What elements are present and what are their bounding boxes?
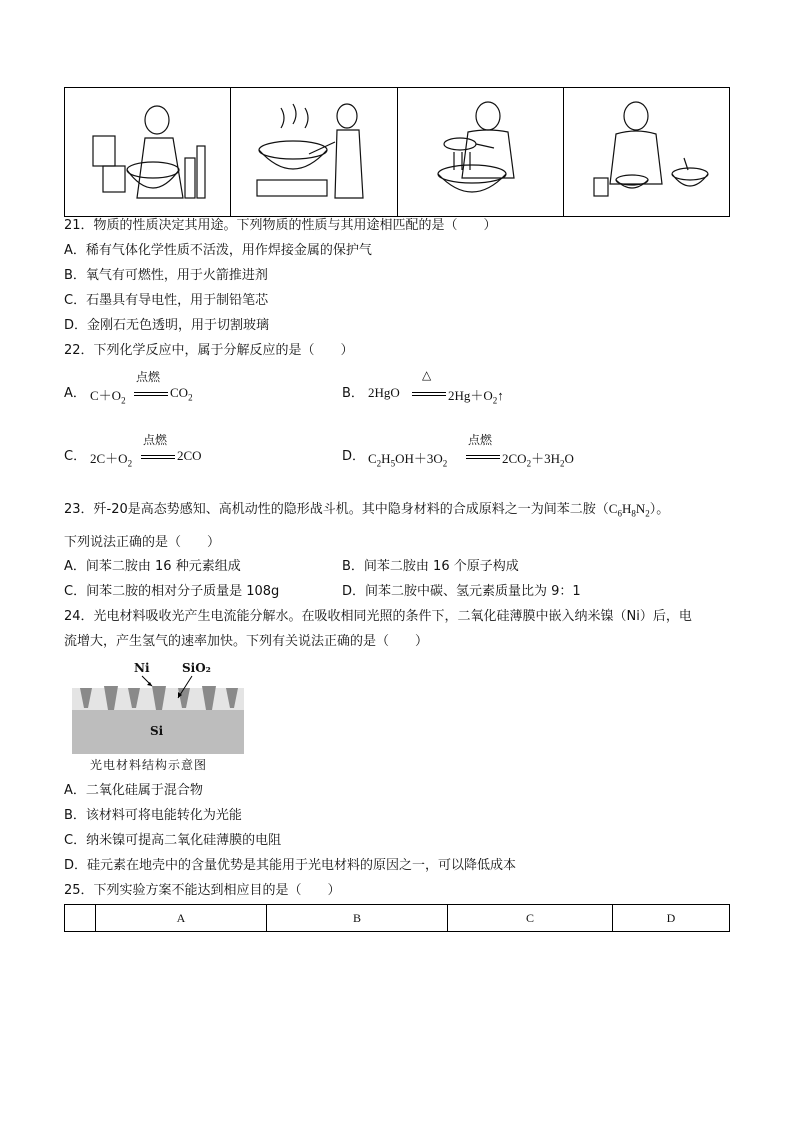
q22-equation-c: $2C+O_2$ <box>90 451 133 469</box>
label-ni: Ni <box>134 661 150 675</box>
q22-equals-c <box>141 455 175 459</box>
illustration-cell-2 <box>231 88 397 217</box>
q22-equals-a <box>134 392 168 396</box>
cook-preparing-bowl-image <box>564 88 729 212</box>
q23-option-c: C．间苯二胺的相对分子质量是 108g <box>64 584 280 599</box>
q22-product-b: $2Hg+O_2↑$ <box>448 388 504 406</box>
q24-option-a: A．二氧化硅属于混合物 <box>64 783 203 798</box>
q25-stem: 25．下列实验方案不能达到相应目的是（ ） <box>64 883 341 898</box>
structure-diagram-svg <box>70 658 246 758</box>
illustration-cell-4 <box>563 88 729 217</box>
q22-product-d: $2CO_2+3H_2O$ <box>502 451 574 469</box>
q24-stem-line1: 24．光电材料吸收光产生电流能分解水。在吸收相同光照的条件下，二氧化硅薄膜中嵌入纳米镍（Ni）后，电 <box>64 609 692 624</box>
q23-stem: 23．歼-20是高态势感知、高机动性的隐形战斗机。其中隐身材料的合成原料之一为间苯二胺$(C_6H_8N_2)$。 <box>64 501 670 519</box>
q21-stem: 21．物质的性质决定其用途。下列物质的性质与其用途相匹配的是（ ） <box>64 218 497 233</box>
q22-option-b-label: B． <box>342 386 364 401</box>
q22-product-a: $CO_2$ <box>170 385 193 403</box>
q22-condition-a: 点燃 <box>136 370 161 384</box>
q25-header-d: D <box>613 905 730 932</box>
q22-equals-d <box>466 455 500 459</box>
label-sio2: SiO₂ <box>182 661 211 675</box>
illustration-cell-3 <box>397 88 563 217</box>
q23-option-a: A．间苯二胺由 16 种元素组成 <box>64 559 241 574</box>
q24-option-b: B．该材料可将电能转化为光能 <box>64 808 242 823</box>
diagram-caption: 光电材料结构示意图 <box>90 758 208 772</box>
q21-option-b: B．氧气有可燃性，用于火箭推进剂 <box>64 268 268 283</box>
photoelectric-structure-diagram <box>70 658 246 758</box>
q23-stem-text: 23．歼-20是高态势感知、高机动性的隐形战斗机。其中隐身材料的合成原料之一为间苯二胺（ <box>64 502 609 517</box>
q24-option-d: D．硅元素在地壳中的含量优势是其能用于光电材料的原因之一，可以降低成本 <box>64 858 517 873</box>
cook-straining-noodles-image <box>398 88 563 212</box>
illustration-cell-1 <box>65 88 231 217</box>
illustration-table <box>64 87 730 217</box>
q25-options-table <box>64 904 730 932</box>
q22-condition-c: 点燃 <box>143 433 168 447</box>
q22-equation-a: $C+O_2$ <box>90 388 126 406</box>
q22-option-c-label: C． <box>64 449 87 464</box>
q23-option-d: D．间苯二胺中碳、氢元素质量比为 9：1 <box>342 584 581 599</box>
q23-stem2: 下列说法正确的是（ ） <box>64 535 221 550</box>
q22-option-d-label: D． <box>342 449 366 464</box>
q22-product-c: 2CO <box>177 448 202 463</box>
q25-header-b: B <box>267 905 448 932</box>
q24-option-c: C．纳米镍可提高二氧化硅薄膜的电阻 <box>64 833 282 848</box>
q21-option-d: D．金刚石无色透明，用于切割玻璃 <box>64 318 270 333</box>
cook-stirring-pot-image <box>231 88 396 212</box>
q22-condition-d: 点燃 <box>468 433 493 447</box>
q22-condition-b: △ <box>422 368 432 382</box>
label-si: Si <box>150 724 164 738</box>
q22-equation-d: $C_2H_5OH+3O_2$ <box>368 451 448 469</box>
q22-equation-b: 2HgO <box>368 385 400 400</box>
q25-header-c: C <box>448 905 613 932</box>
q25-header-blank <box>65 905 96 932</box>
q22-option-a-label: A． <box>64 386 86 401</box>
q21-option-c: C．石墨具有导电性，用于制铅笔芯 <box>64 293 269 308</box>
q22-equals-b <box>412 392 446 396</box>
q24-stem-line2: 流增大，产生氢气的速率加快。下列有关说法正确的是（ ） <box>64 634 429 649</box>
q23-option-b: B．间苯二胺由 16 个原子构成 <box>342 559 519 574</box>
q23-formula: $C_6H_8N_2$ <box>608 501 650 519</box>
cook-with-ingredients-image <box>65 88 230 212</box>
q21-option-a: A．稀有气体化学性质不活泼，用作焊接金属的保护气 <box>64 243 372 258</box>
q22-stem: 22．下列化学反应中，属于分解反应的是（ ） <box>64 343 354 358</box>
q25-header-a: A <box>96 905 267 932</box>
